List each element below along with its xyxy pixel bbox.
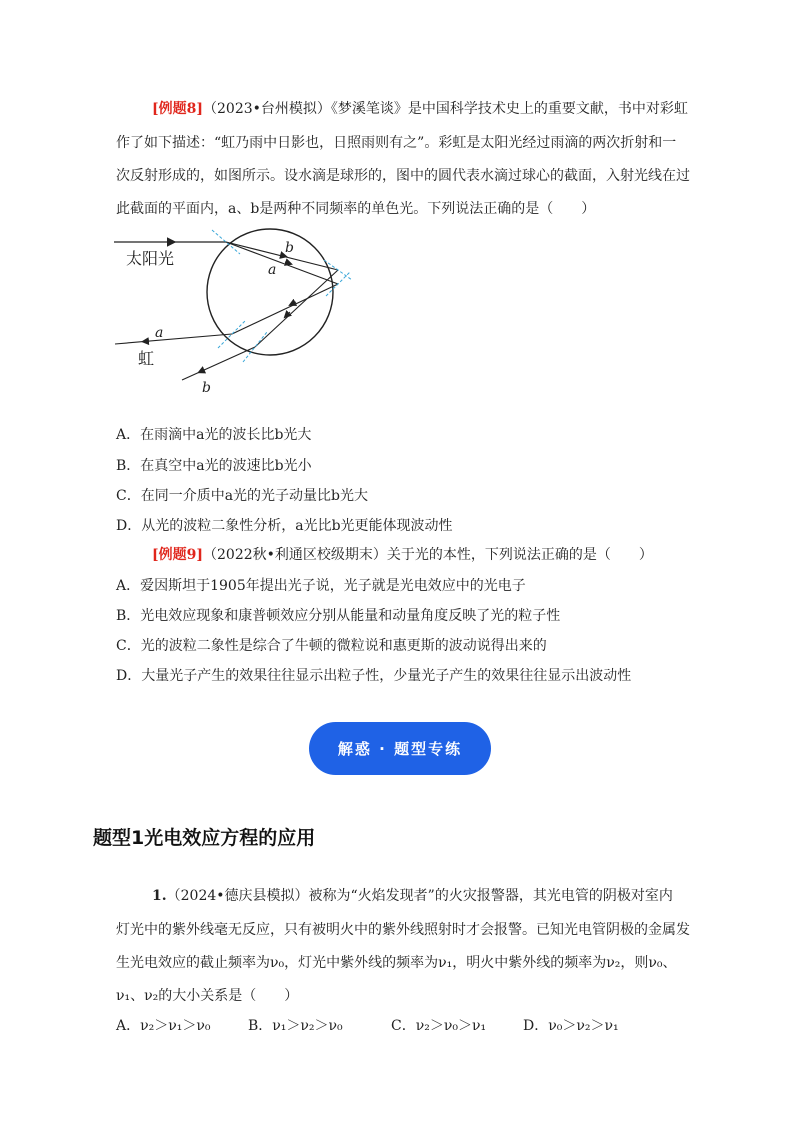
- example8-stem-line4: 此截面的平面内，a、b是两种不同频率的单色光。下列说法正确的是（ ）: [116, 201, 596, 217]
- ray-a-inside: [226, 242, 338, 284]
- question1-option-c: C．ν₂＞ν₀＞ν₁: [391, 1018, 487, 1034]
- ray-a-exit: [115, 334, 232, 344]
- example8-option-a: A．在雨滴中a光的波长比b光大: [116, 427, 312, 443]
- ray-b-reflected: [255, 270, 338, 347]
- raindrop-figure: [110, 222, 370, 397]
- example8-stem-line1: （2023•台州模拟）《梦溪笔谈》是中国科学技术史上的重要文献，书中对彩虹: [203, 101, 688, 117]
- question1-option-b: B．ν₁＞ν₂＞ν₀: [248, 1018, 343, 1034]
- question1-number: 1.: [152, 888, 167, 904]
- example8-option-b: B．在真空中a光的波速比b光小: [116, 458, 312, 474]
- example9-option-b: B．光电效应现象和康普顿效应分别从能量和动量角度反映了光的粒子性: [116, 608, 561, 624]
- question1-line1: [152, 886, 673, 906]
- example8-stem-line2: 作了如下描述：“虹乃雨中日影也，日照雨则有之”。彩虹是太阳光经过雨滴的两次折射和一: [116, 135, 677, 151]
- example8-option-d: D．从光的波粒二象性分析，a光比b光更能体现波动性: [116, 518, 453, 534]
- example9-option-c: C．光的波粒二象性是综合了牛顿的微粒说和惠更斯的波动说得出来的: [116, 638, 547, 654]
- ray-b-exit: [182, 347, 255, 380]
- example8-tag: [例题8]: [152, 101, 203, 117]
- example8-option-c: C．在同一介质中a光的光子动量比b光大: [116, 488, 369, 504]
- question1-stem-line3: 生光电效应的截止频率为ν₀，灯光中紫外线的频率为ν₁，明火中紫外线的频率为ν₂，则ν₀、: [116, 955, 677, 971]
- example9-option-d: D．大量光子产生的效果往往显示出粒子性，少量光子产生的效果往往显示出波动性: [116, 668, 632, 684]
- question1-stem-line2: 灯光中的紫外线毫无反应，只有被明火中的紫外线照射时才会报警。已知光电管阴极的金属发: [116, 922, 690, 938]
- section-title: 题型1光电效应方程的应用: [93, 827, 316, 849]
- example9-option-a: A．爱因斯坦于1905年提出光子说，光子就是光电效应中的光电子: [116, 578, 526, 594]
- ray-a-label-inside: a: [268, 262, 277, 278]
- question1-option-a: A．ν₂＞ν₁＞ν₀: [116, 1018, 211, 1034]
- practice-banner: 解惑 · 题型专练: [309, 722, 491, 775]
- ray-b-label-inside: b: [285, 240, 294, 256]
- rainbow-label: 虹: [138, 349, 155, 368]
- question1-stem-line1: （2024•德庆县模拟）被称为“火焰发现者”的火灾报警器，其光电管的阴极对室内: [166, 888, 673, 904]
- question1-option-d: D．ν₀＞ν₂＞ν₁: [523, 1018, 619, 1034]
- sun-label: 太阳光: [126, 249, 175, 268]
- question1-stem-line4: ν₁、ν₂的大小关系是（ ）: [116, 988, 299, 1004]
- example8-stem-line3: 次反射形成的，如图所示。设水滴是球形的，图中的圆代表水滴过球心的截面，入射光线在过: [116, 168, 690, 184]
- example9-tag: [例题9]: [152, 547, 203, 563]
- ray-b-label-outside: b: [202, 380, 211, 396]
- ray-a-label-outside: a: [155, 325, 164, 341]
- example8-line1: [152, 99, 688, 119]
- example9-line: [152, 545, 653, 565]
- example9-stem: （2022秋•利通区校级期末）关于光的本性，下列说法正确的是（ ）: [203, 547, 653, 563]
